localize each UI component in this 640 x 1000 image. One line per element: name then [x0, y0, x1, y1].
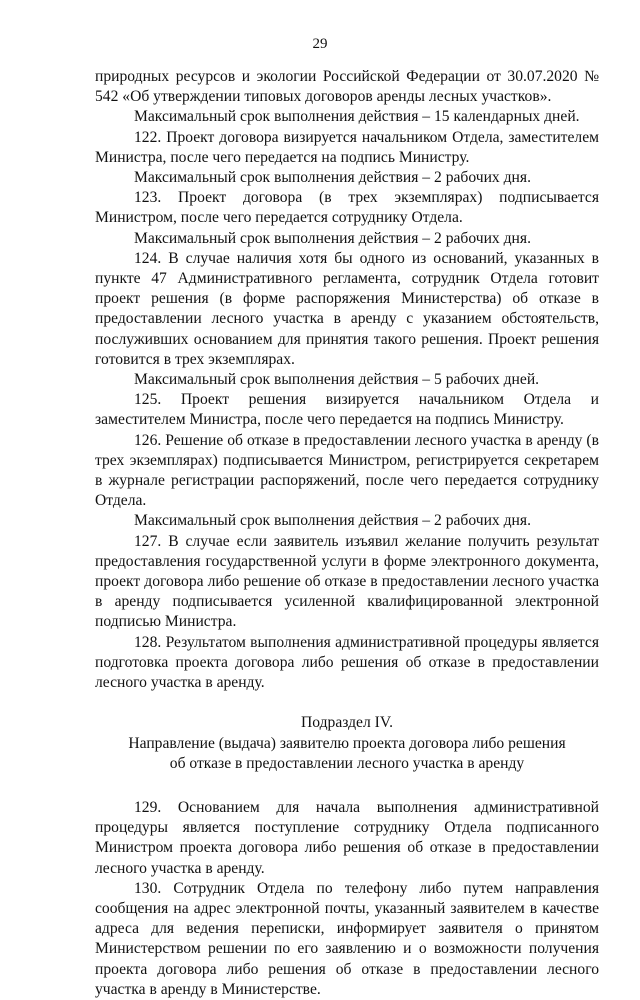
page-number: 29 [312, 36, 328, 52]
paragraph: Максимальный срок выполнения действия – 2 рабочих дня. [134, 512, 531, 530]
paragraph: Максимальный срок выполнения действия – 15 календарных дней. [134, 108, 580, 126]
bottom-paragraphs [95, 798, 599, 1000]
section-title-line-2: об отказе в предоставлении лесного участка в аренду [169, 754, 525, 772]
section-title-line-1: Направление (выдача) заявителю проекта договора либо решения [128, 734, 566, 752]
paragraph: 129. Основанием для начала выполнения административной процедуры является поступление сотруднику Отдела подписанного Министром проекта договора либо решения об отказе в предоставлении лесного участка в аренду. [95, 798, 599, 877]
paragraph: Максимальный срок выполнения действия – 2 рабочих дня. [134, 169, 531, 187]
paragraph: 122. Проект договора визируется начальником Отдела, заместителем Министра, после чего передается на подпись Министру. [95, 128, 599, 166]
paragraph: 127. В случае если заявитель изъявил желание получить результат предоставления государственной услуги в форме электронного документа, проект договора либо решение об отказе в предоставлении лесного участка в аренду подписывается усиленной квалифицированной электронной подписью Министра. [95, 532, 599, 631]
paragraph: 130. Сотрудник Отдела по телефону либо путем направления сообщения на адрес электронной почты, указанный заявителем в качестве адреса для ведения переписки, информирует заявителя о принятом Министерством решении по его заявлению и о возможности получения проекта договора либо решения об отказе в предоставлении лесного участка в аренду в Министерстве. [95, 879, 599, 998]
top-paragraphs [95, 67, 599, 693]
paragraph: Максимальный срок выполнения действия – 2 рабочих дня. [134, 229, 531, 247]
paragraph: 128. Результатом выполнения административной процедуры является подготовка проекта договора либо решения об отказе в предоставлении лесного участка в аренду. [95, 633, 599, 692]
paragraph: 123. Проект договора (в трех экземплярах) подписывается Министром, после чего передается сотруднику Отдела. [95, 189, 599, 227]
section-label: Подраздел IV. [300, 714, 394, 732]
paragraph: Максимальный срок выполнения действия – 5 рабочих дней. [134, 371, 540, 389]
section-heading [95, 713, 599, 774]
paragraph: 124. В случае наличия хотя бы одного из оснований, указанных в пункте 47 Административного регламента, сотрудник Отдела готовит проект решения (в форме распоряжения Министерства) об отказе в предоставлении лесного участка в аренду с указанием обстоятельств, послуживших основанием для принятия такого решения. Проект решения готовится в трех экземплярах. [95, 249, 599, 368]
paragraph: природных ресурсов и экологии Российской Федерации от 30.07.2020 № 542 «Об утверждении типовых договоров аренды лесных участков». [95, 68, 599, 106]
paragraph: 126. Решение об отказе в предоставлении лесного участка в аренду (в трех экземплярах) подписывается Министром, регистрируется секретарем в журнале регистрации распоряжений, после чего передается сотруднику Отдела. [95, 431, 599, 510]
paragraph: 125. Проект решения визируется начальником Отдела и заместителем Министра, после чего передается на подпись Министру. [95, 391, 599, 429]
document-body [95, 67, 599, 1000]
